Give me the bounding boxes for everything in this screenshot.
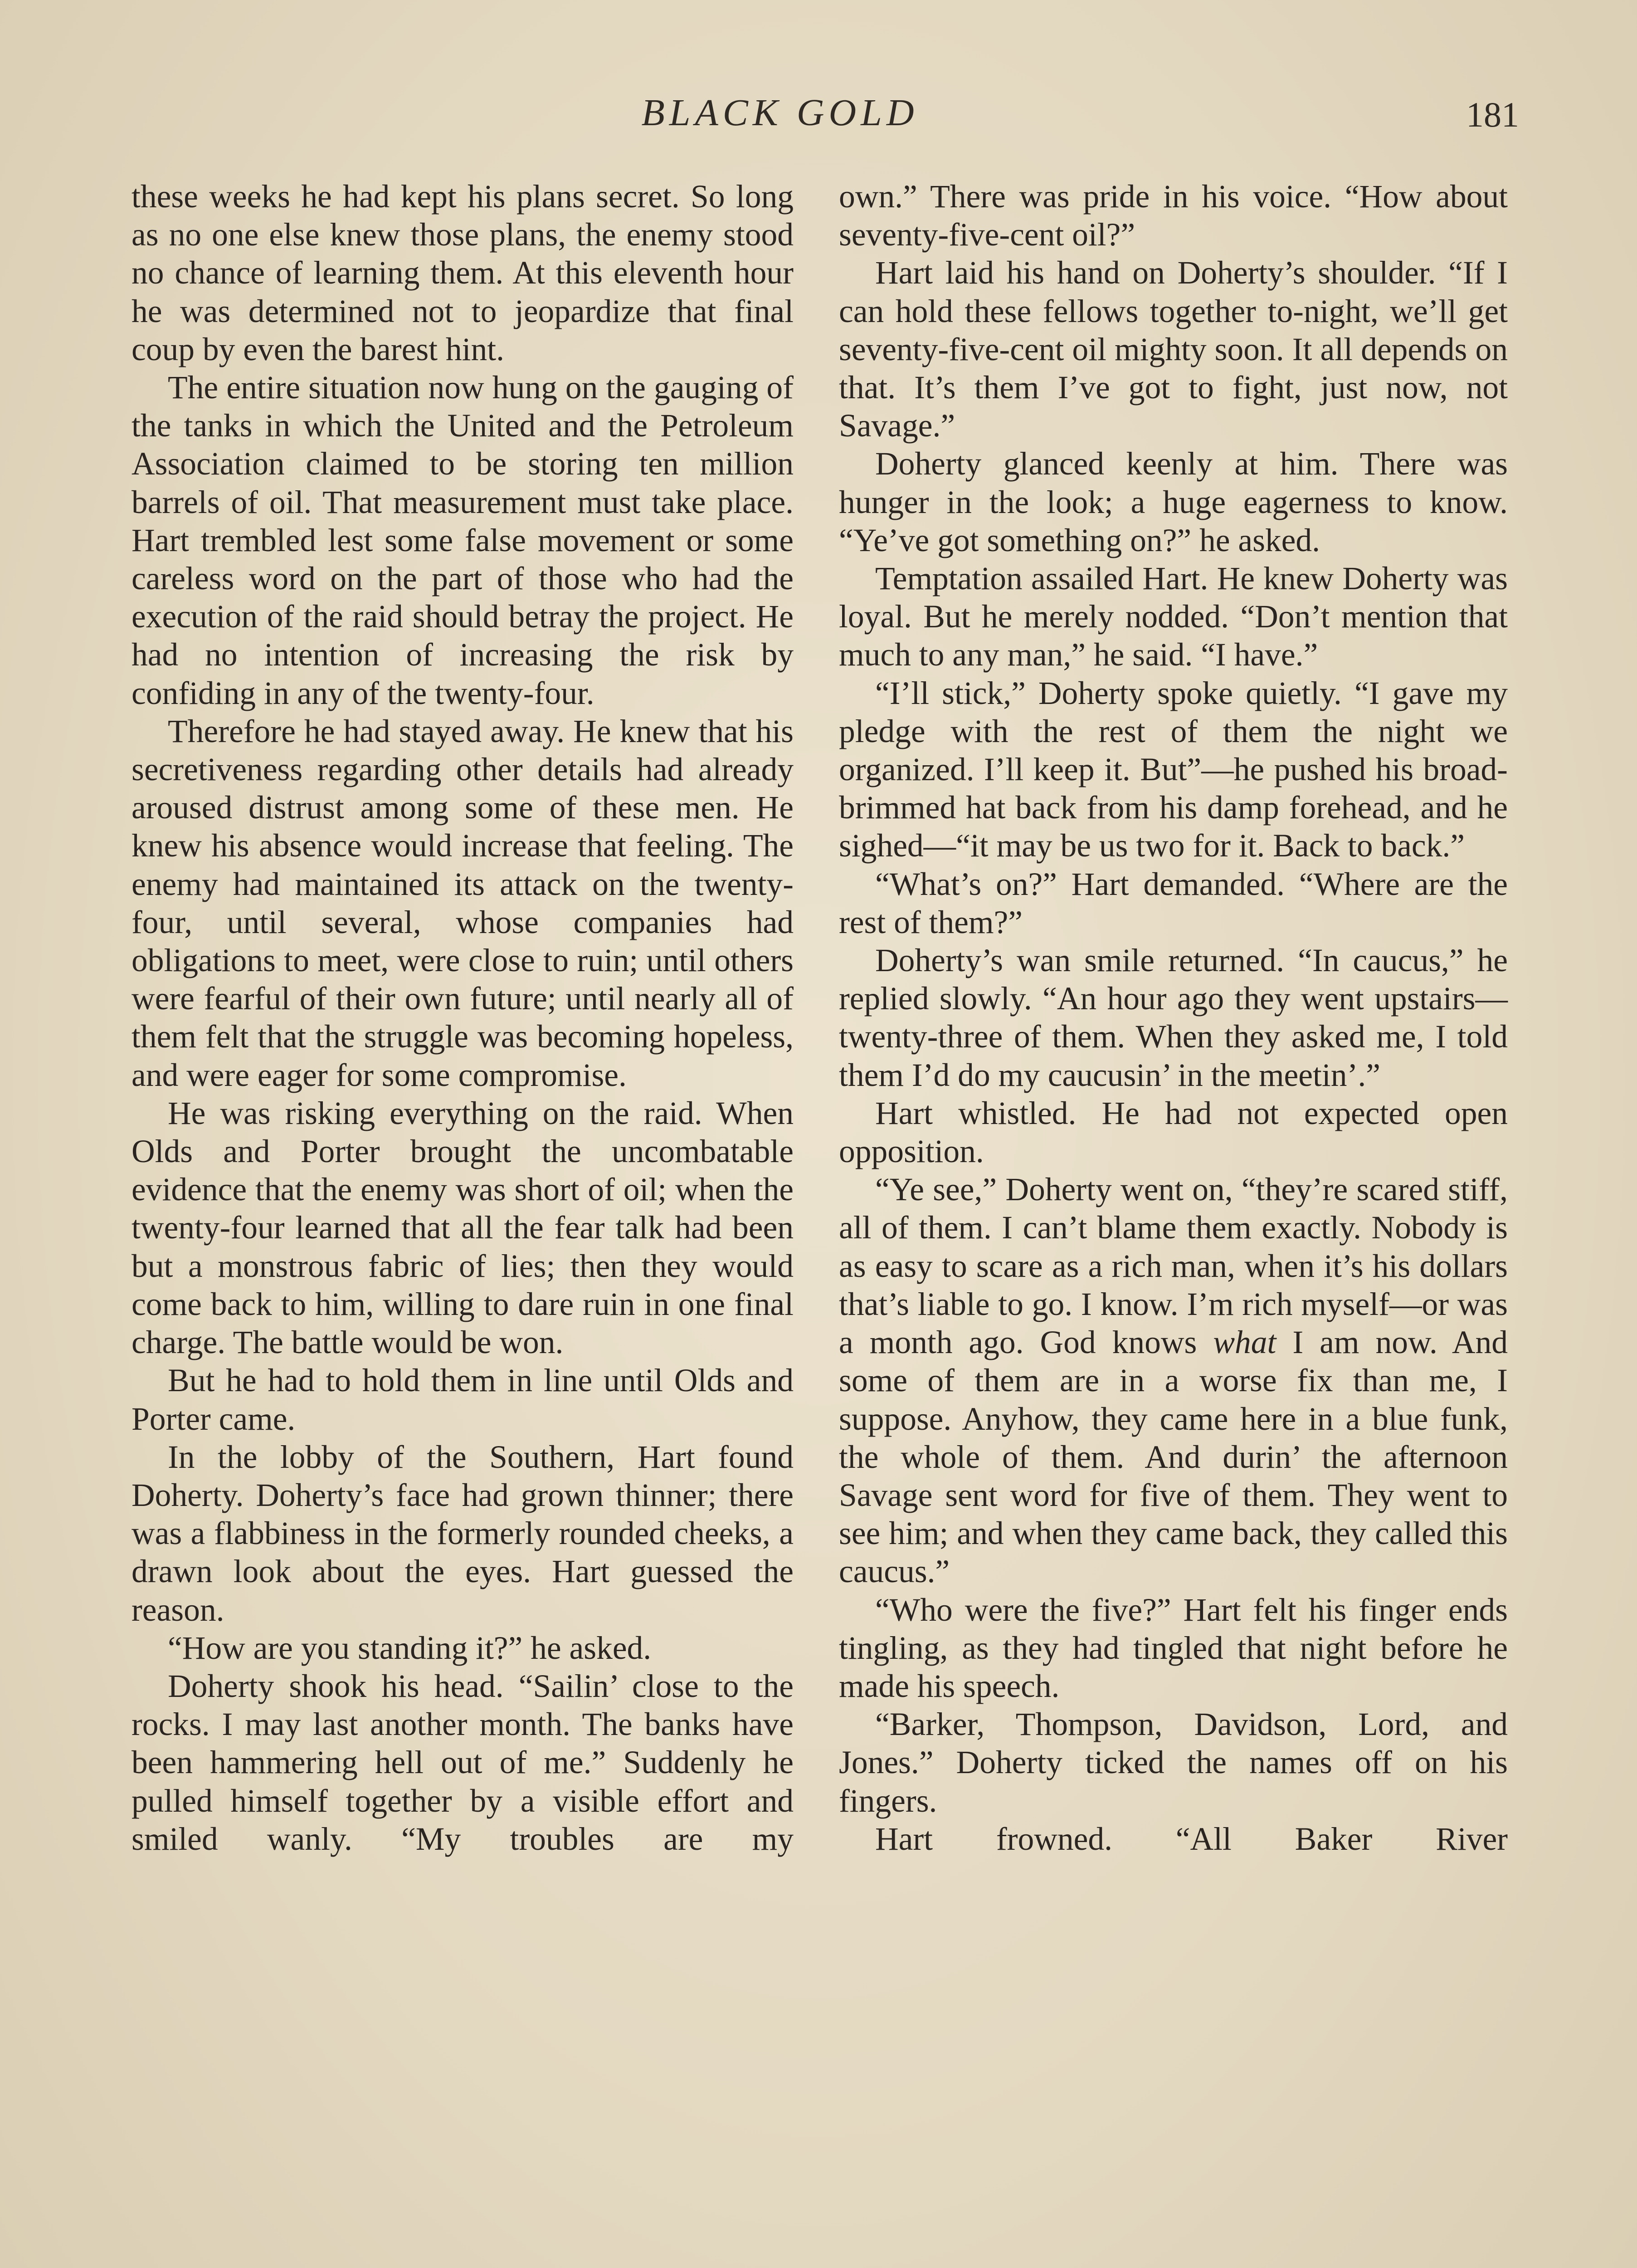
paragraph: “What’s on?” Hart demanded. “Where are the rest of them?” [839, 866, 1508, 940]
right-column [839, 178, 1508, 1858]
paragraph: “Who were the five?” Hart felt his finger ends tingling, as they had tingled that night before he made his speech. [839, 1592, 1508, 1704]
paragraph: He was risking everything on the raid. When Olds and Porter brought the uncombatable evidence that the enemy was short of oil; when the twenty-four learned that all the fear talk had been but a monstrous fabric of lies; then they would come back to him, willing to dare ruin in one final charge. The battle would be won. [132, 1095, 794, 1361]
paragraph: “How are you standing it?” he asked. [168, 1630, 652, 1666]
paragraph: Doherty’s wan smile returned. “In caucus,” he replied slowly. “An hour ago they went upstairs—twenty-three of them. When they asked me, I told them I’d do my caucusin’ in the meetin’.” [839, 943, 1508, 1093]
running-title: BLACK GOLD [641, 92, 919, 134]
left-column [132, 178, 794, 1858]
paragraph: Therefore he had stayed away. He knew that his secretiveness regarding other details had already aroused distrust among some of these men. He knew his absence would increase that feeling. The enemy had maintained its attack on the twenty-four, until several, whose companies had obligations to meet, were close to ruin; until others were fearful of their own future; until nearly all of them felt that the struggle was becoming hopeless, and were eager for some compromise. [132, 713, 794, 1093]
paragraph: In the lobby of the Southern, Hart found Doherty. Doherty’s face had grown thinner; there was a flabbiness in the formerly rounded cheeks, a drawn look about the eyes. Hart guessed the reason. [132, 1439, 794, 1628]
page-header [0, 91, 1637, 154]
paragraph: The entire situation now hung on the gauging of the tanks in which the United and the Petroleum Association claimed to be storing ten million barrels of oil. That measurement must take place. Hart trembled lest some false movement or some careless word on the part of those who had the execution of the raid should betray the project. He had no intention of increasing the risk by confiding in any of the twenty-four. [132, 370, 794, 711]
paragraph: Doherty glanced keenly at him. There was hunger in the look; a huge eagerness to know. “Ye’ve got something on?” he asked. [839, 446, 1508, 558]
paragraph: “Barker, Thompson, Davidson, Lord, and Jones.” Doherty ticked the names off on his fingers. [839, 1706, 1508, 1819]
paragraph: Hart frowned. “All Baker River [875, 1821, 1508, 1857]
paragraph: these weeks he had kept his plans secret. So long as no one else knew those plans, the enemy stood no chance of learning them. At this eleventh hour he was determined not to jeopardize that final coup by even the barest hint. [132, 179, 794, 367]
page-number: 181 [1466, 95, 1519, 134]
paragraph: Hart whistled. He had not expected open opposition. [839, 1095, 1508, 1170]
paragraph: own.” There was pride in his voice. “How about seventy-five-cent oil?” [839, 179, 1508, 253]
paragraph: “Ye see,” Doherty went on, “they’re scared stiff, all of them. I can’t blame them exactly. Nobody is as easy to scare as a rich man, when it’s his dollars that’s liable to go. I know. I’m rich myself—or was a month ago. God knows what I am now. And some of them are in a worse fix than me, I suppose. Anyhow, they came here in a blue funk, the whole of them. And durin’ the afternoon Savage sent word for five of them. They went to see him; and when they came back, they called this caucus.” [839, 1172, 1508, 1590]
paragraph: Doherty shook his head. “Sailin’ close to the rocks. I may last another month. The banks have been hammering hell out of me.” Suddenly he pulled himself together by a visible effort and smiled wanly. “My troubles are my [132, 1668, 794, 1857]
paragraph: Temptation assailed Hart. He knew Doherty was loyal. But he merely nodded. “Don’t mention that much to any man,” he said. “I have.” [839, 561, 1508, 673]
paragraph: But he had to hold them in line until Olds and Porter came. [132, 1363, 794, 1437]
paragraph: Hart laid his hand on Doherty’s shoulder. “If I can hold these fellows together to-night, we’ll get seventy-five-cent oil mighty soon. It all depends on that. It’s them I’ve got to fight, just now, not Savage.” [839, 255, 1508, 444]
paragraph: “I’ll stick,” Doherty spoke quietly. “I gave my pledge with the rest of them the night we organized. I’ll keep it. But”—he pushed his broad-brimmed hat back from his damp forehead, and he sighed—“it may be us two for it. Back to back.” [839, 675, 1508, 864]
